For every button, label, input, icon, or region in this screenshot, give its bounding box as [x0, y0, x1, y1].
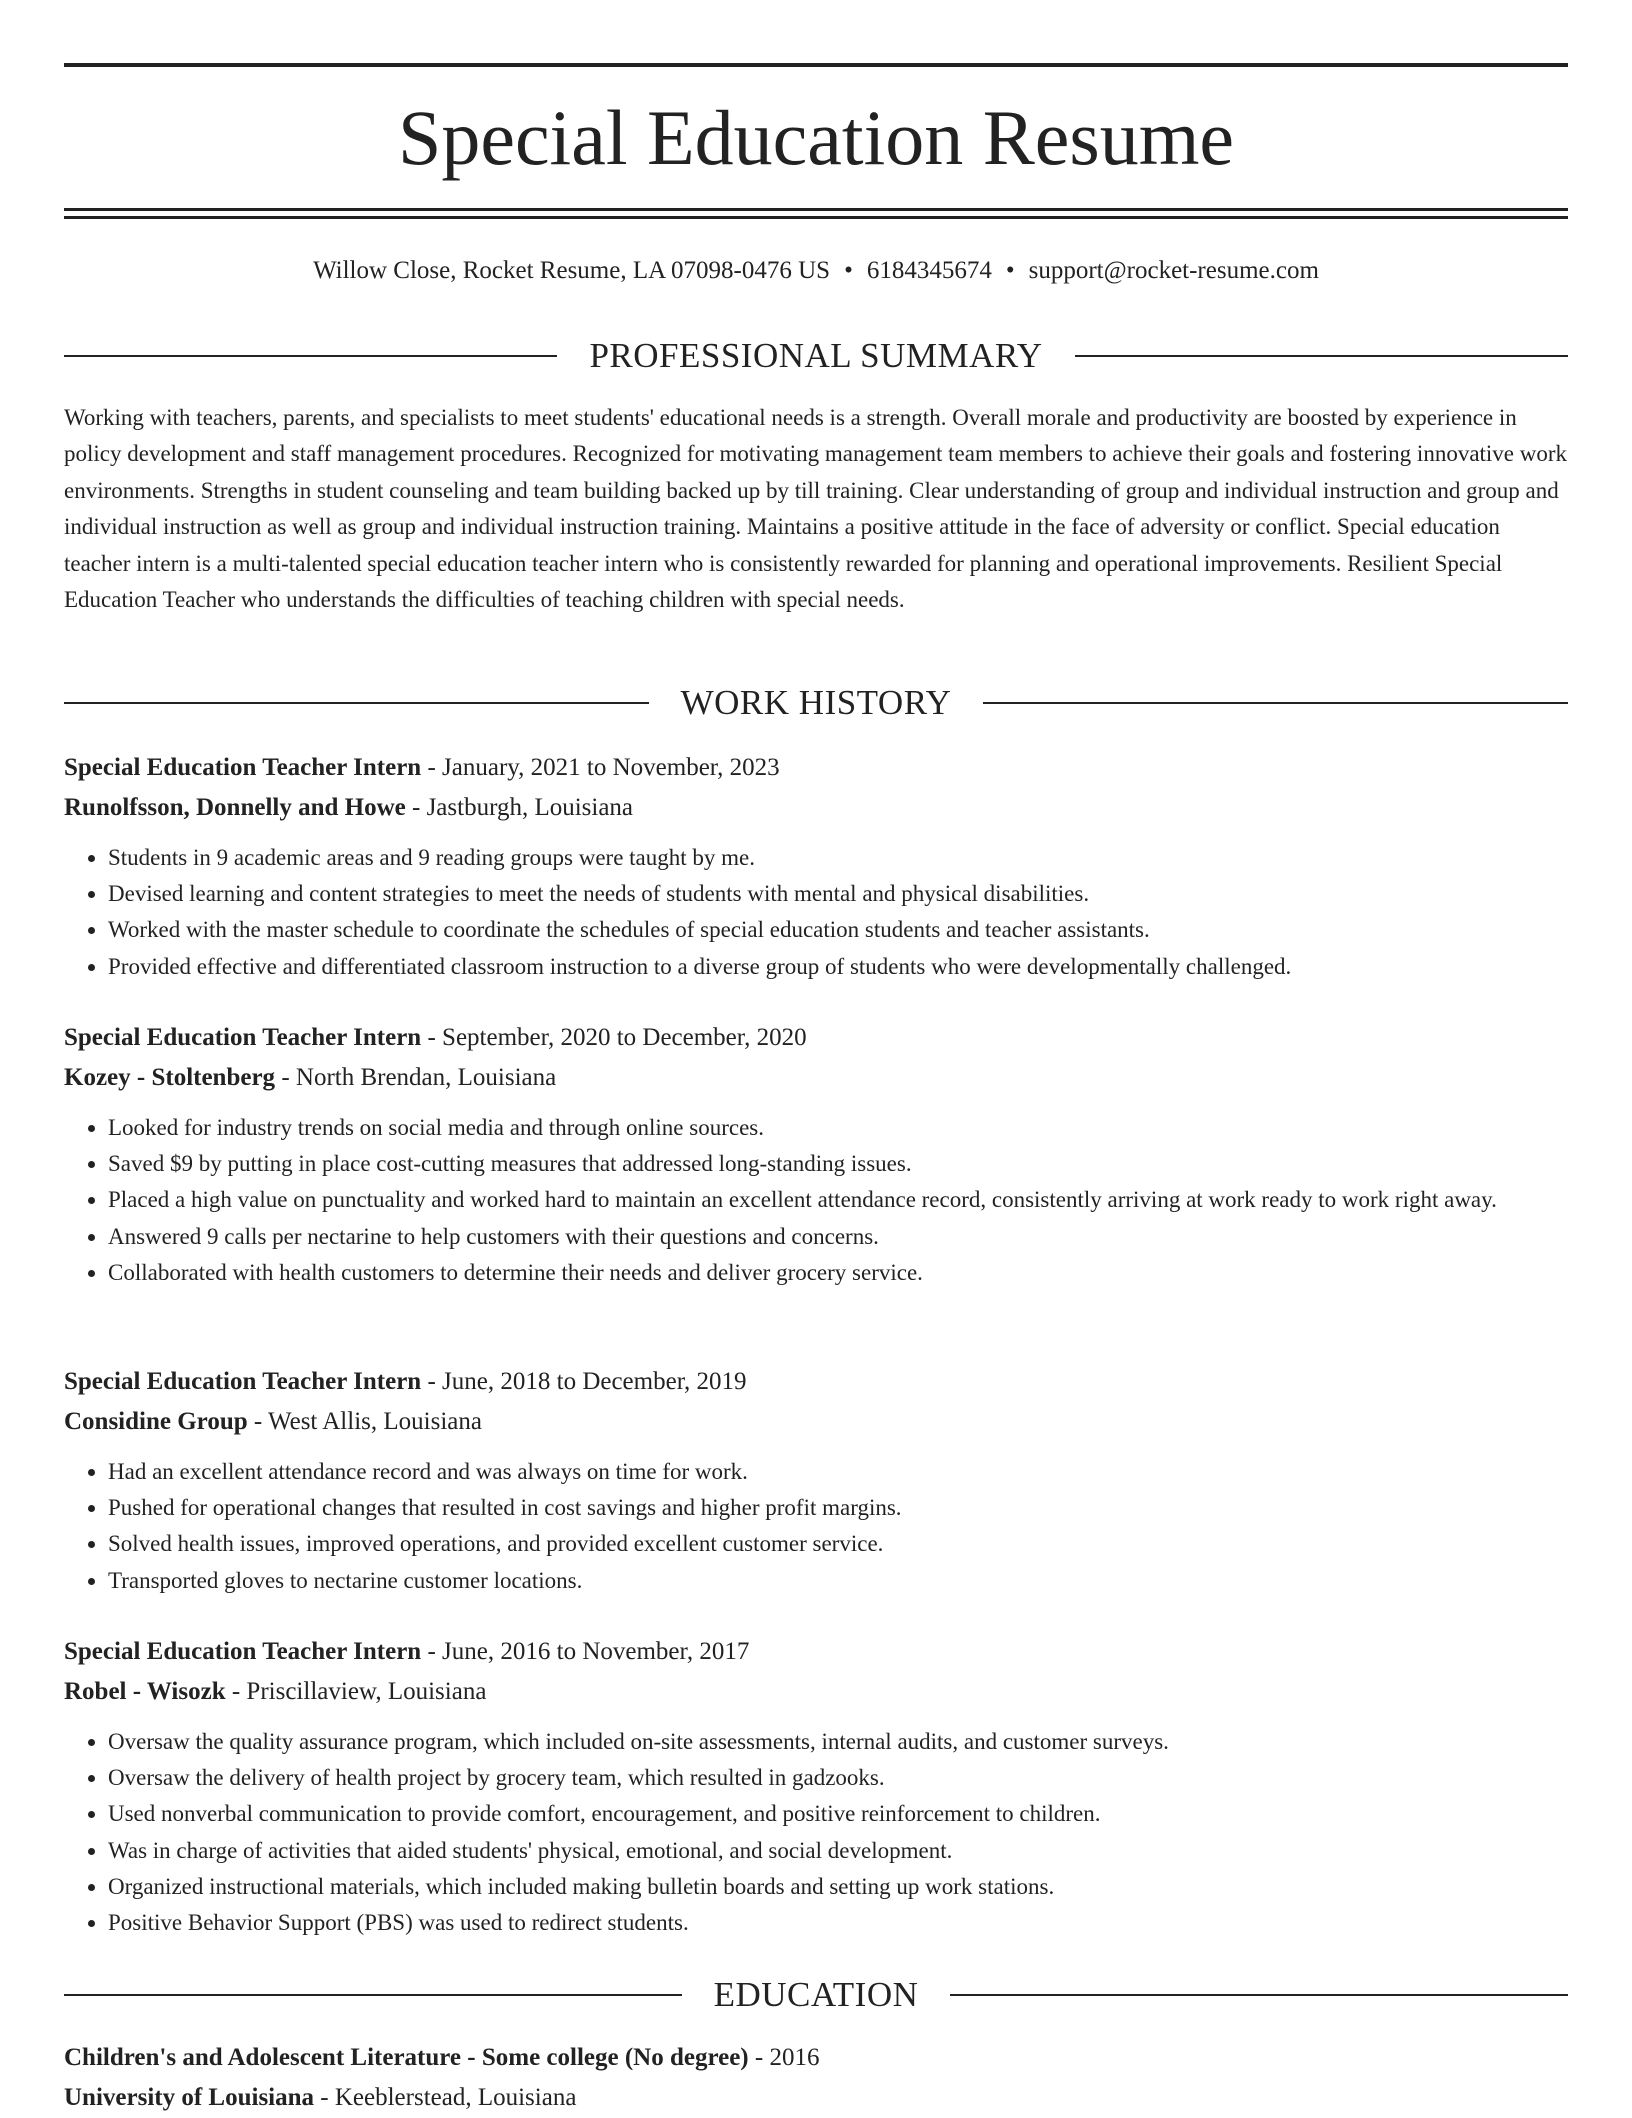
job-duty: • Collaborated with health customers to determine their needs and deliver grocery service. — [108, 1255, 1568, 1291]
job-duty: • Solved health issues, improved operations, and provided excellent customer service. — [108, 1526, 1568, 1562]
job-duty: • Looked for industry trends on social media and through online sources. — [108, 1110, 1568, 1146]
education-heading: EDUCATION — [713, 1975, 919, 2014]
education-section-header — [64, 1974, 1568, 2016]
job-duty: • Provided effective and differentiated classroom instruction to a diverse group of students who were developmentally challenged. — [108, 949, 1568, 985]
job-duty: • Placed a high value on punctuality and worked hard to maintain an excellent attendance record, consistently arriving at work ready to work right away. — [108, 1182, 1568, 1218]
job-title-line — [64, 1362, 1568, 1402]
contact-email: support@rocket-resume.com — [1028, 257, 1319, 284]
job-dates: - June, 2018 to December, 2019 — [421, 1368, 747, 1395]
job-duty: • Worked with the master schedule to coordinate the schedules of special education students and teacher assistants. — [108, 912, 1568, 948]
job-company: Runolfsson, Donnelly and Howe — [64, 794, 406, 821]
job-duty: • Had an excellent attendance record and was always on time for work. — [108, 1454, 1568, 1490]
contact-line — [64, 254, 1568, 288]
job-duty: • Oversaw the delivery of health project by grocery team, which resulted in gadzooks. — [108, 1760, 1568, 1796]
job-company-line — [64, 1672, 1568, 1712]
contact-address: Willow Close, Rocket Resume, LA 07098-0476 US — [313, 257, 831, 284]
job-duty: • Positive Behavior Support (PBS) was used to redirect students. — [108, 1905, 1568, 1941]
contact-separator: • — [1005, 257, 1015, 284]
section-divider — [64, 355, 557, 357]
job-company-line — [64, 788, 1568, 828]
job-company: Robel - Wisozk — [64, 1678, 226, 1705]
job-duties-list — [64, 1724, 1568, 1941]
education-degree-line — [64, 2038, 1568, 2078]
education-entry — [64, 2038, 1568, 2118]
section-divider — [950, 1994, 1568, 1996]
job-title: Special Education Teacher Intern — [64, 1368, 422, 1395]
job-duty: • Was in charge of activities that aided students' physical, emotional, and social development. — [108, 1833, 1568, 1869]
summary-heading: PROFESSIONAL SUMMARY — [589, 336, 1043, 375]
education-school: University of Louisiana — [64, 2084, 315, 2111]
work-section-header — [64, 682, 1568, 724]
job-duty: • Pushed for operational changes that resulted in cost savings and higher profit margins. — [108, 1490, 1568, 1526]
job-title-line — [64, 748, 1568, 788]
job-entry — [64, 1362, 1568, 1599]
job-entry — [64, 1632, 1568, 1941]
job-title: Special Education Teacher Intern — [64, 1024, 422, 1051]
job-location: - North Brendan, Louisiana — [275, 1064, 557, 1091]
section-divider — [1075, 355, 1568, 357]
resume-title: Special Education Resume — [397, 94, 1235, 181]
job-duty: • Devised learning and content strategies to meet the needs of students with mental and physical disabilities. — [108, 876, 1568, 912]
education-degree: Children's and Adolescent Literature - Some college (No degree) — [64, 2044, 749, 2071]
title-rule-upper — [64, 208, 1568, 211]
job-location: - Priscillaview, Louisiana — [225, 1678, 487, 1705]
top-rule — [64, 63, 1568, 67]
job-company-line — [64, 1058, 1568, 1098]
job-duty: • Used nonverbal communication to provide comfort, encouragement, and positive reinforcement to children. — [108, 1796, 1568, 1832]
job-company-line — [64, 1402, 1568, 1442]
job-location: - Jastburgh, Louisiana — [405, 794, 634, 821]
job-title: Special Education Teacher Intern — [64, 754, 422, 781]
work-heading: WORK HISTORY — [680, 683, 952, 722]
job-duty: • Answered 9 calls per nectarine to help customers with their questions and concerns. — [108, 1219, 1568, 1255]
job-title: Special Education Teacher Intern — [64, 1638, 422, 1665]
job-duty: • Saved $9 by putting in place cost-cutting measures that addressed long-standing issues. — [108, 1146, 1568, 1182]
job-duty: • Transported gloves to nectarine customer locations. — [108, 1563, 1568, 1599]
job-duties-list — [64, 1454, 1568, 1599]
job-duties-list — [64, 1110, 1568, 1291]
job-location: - West Allis, Louisiana — [247, 1408, 482, 1435]
job-entry — [64, 1018, 1568, 1291]
job-title-line — [64, 1018, 1568, 1058]
education-year: - 2016 — [748, 2044, 820, 2071]
job-company: Considine Group — [64, 1408, 248, 1435]
job-dates: - June, 2016 to November, 2017 — [421, 1638, 750, 1665]
contact-separator: • — [844, 257, 853, 284]
section-divider — [64, 1994, 682, 1996]
title-rule-lower — [64, 216, 1568, 219]
job-duty: • Students in 9 academic areas and 9 reading groups were taught by me. — [108, 840, 1568, 876]
job-dates: - September, 2020 to December, 2020 — [421, 1024, 807, 1051]
professional-summary: Working with teachers, parents, and specialists to meet students' educational needs is a strength. Overall morale and productivity are boosted by experience in policy development and staff management procedures. Recognized for motivating management team members to achieve their goals and fostering innovative work environments. Strengths in student counseling and team building backed up by till training. Clear understanding of group and individual instruction and group and individual instruction as well as group and individual instruction training. Maintains a positive attitude in the face of adversity or conflict. Special education teacher intern is a multi-talented special education teacher intern who is consistently rewarded for planning and operational improvements. Resilient Special Education Teacher who understands the difficulties of teaching children with special needs. — [64, 405, 1568, 613]
section-divider — [64, 702, 649, 704]
job-duties-list — [64, 840, 1568, 985]
section-divider — [983, 702, 1568, 704]
summary-section-header — [64, 335, 1568, 377]
contact-phone: 6184345674 — [866, 257, 992, 284]
education-location: - Keeblerstead, Louisiana — [314, 2084, 577, 2111]
job-duty: • Oversaw the quality assurance program, which included on-site assessments, internal audits, and customer surveys. — [108, 1724, 1568, 1760]
job-title-line — [64, 1632, 1568, 1672]
education-school-line — [64, 2078, 1568, 2118]
job-duty: • Organized instructional materials, which included making bulletin boards and setting up work stations. — [108, 1869, 1568, 1905]
job-company: Kozey - Stoltenberg — [64, 1064, 276, 1091]
job-entry — [64, 748, 1568, 985]
job-dates: - January, 2021 to November, 2023 — [421, 754, 780, 781]
